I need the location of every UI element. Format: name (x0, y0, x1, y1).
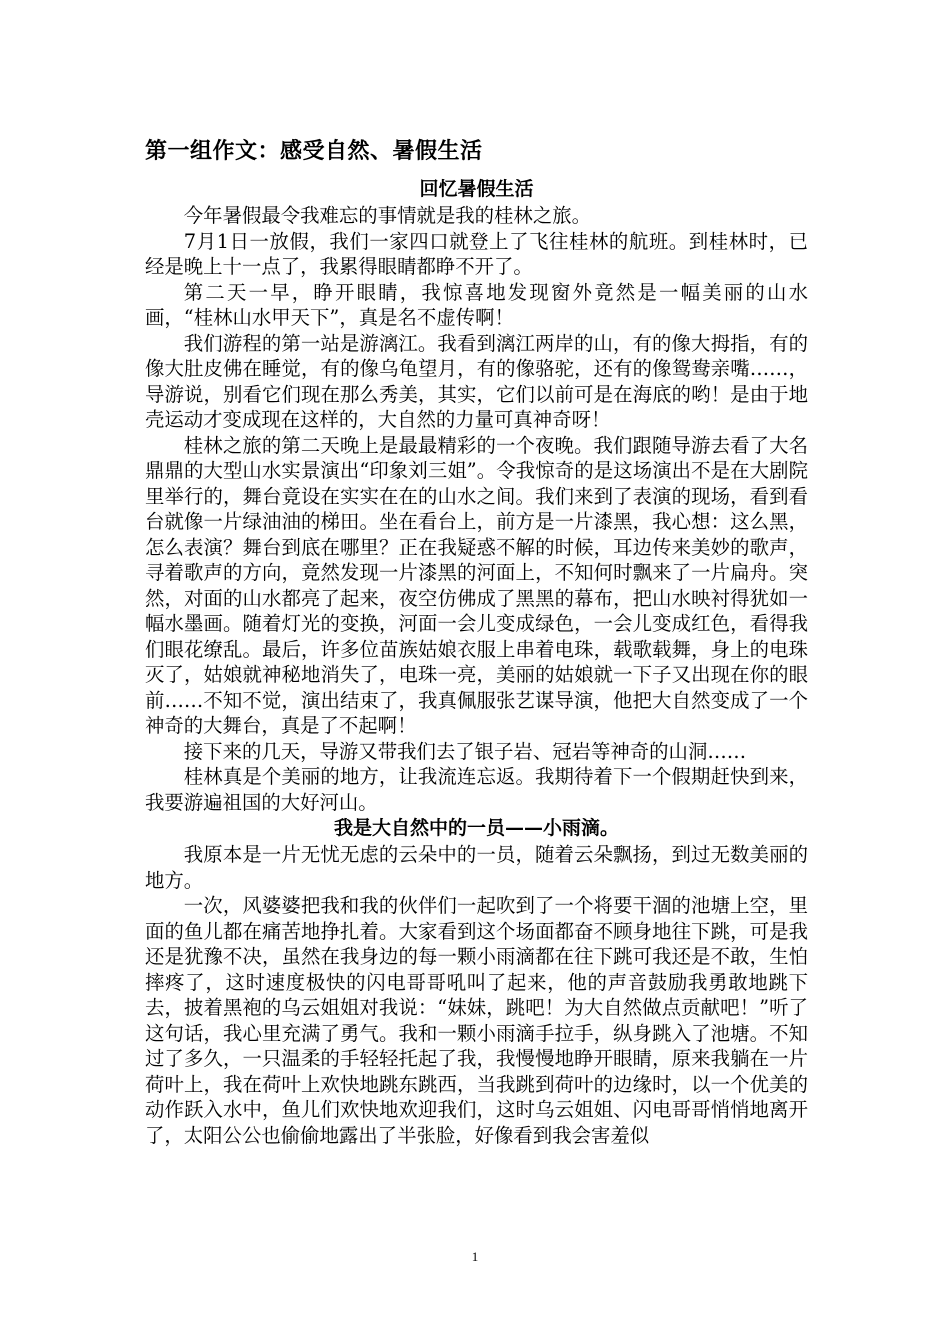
paragraph: 接下来的几天，导游又带我们去了银子岩、冠岩等神奇的山洞…… (183, 739, 747, 763)
paragraph: 桂林真是个美丽的地方，让我流连忘返。我期待着下一个假期赶快到来，我要游遍祖国的大好河山。 (145, 765, 808, 814)
paragraph: 我们游程的第一站是游漓江。我看到漓江两岸的山，有的像大拇指，有的像大肚皮佛在睡觉，有的像乌龟望月，有的像骆驼，还有的像鸳鸯亲嘴……，导游说，别看它们现在那么秀美，其实，它们以前可是在海底的哟！是由于地壳运动才变成现在这样的，大自然的力量可真神奇呀！ (145, 331, 808, 431)
paragraph: 我原本是一片无忧无虑的云朵中的一员，随着云朵飘扬，到过无数美丽的地方。 (145, 843, 808, 892)
paragraph: 桂林之旅的第二天晚上是最最精彩的一个夜晚。我们跟随导游去看了大名鼎鼎的大型山水实景演出“印象刘三姐”。令我惊奇的是这场演出不是在大剧院里举行的，舞台竟设在实实在在的山水之间。我们来到了表演的现场，看到看台就像一片绿油油的梯田。坐在看台上，前方是一片漆黑，我心想：这么黑，怎么表演？舞台到底在哪里？正在我疑惑不解的时候，耳边传来美妙的歌声，寻着歌声的方向，竟然发现一片漆黑的河面上，不知何时飘来了一片扁舟。突然，对面的山水都亮了起来，夜空仿佛成了黑黑的幕布，把山水映衬得犹如一幅水墨画。随着灯光的变换，河面一会儿变成绿色，一会儿变成红色，看得我们眼花缭乱。最后，许多位苗族姑娘衣服上串着电珠，载歌载舞，身上的电珠灭了，姑娘就神秘地消失了，电珠一亮，美丽的姑娘就一下子又出现在你的眼前……不知不觉，演出结束了，我真佩服张艺谋导演，他把大自然变成了一个神奇的大舞台，真是了不起啊！ (145, 433, 808, 737)
essay-body (145, 176, 808, 1148)
essay-title: 我是大自然中的一员——小雨滴。 (333, 817, 619, 839)
essay-title: 回忆暑假生活 (419, 178, 534, 200)
section-title: 第一组作文：感受自然、暑假生活 (145, 138, 483, 164)
paragraph: 第二天一早，睁开眼睛，我惊喜地发现窗外竟然是一幅美丽的山水画，“桂林山水甲天下”，真是名不虚传啊！ (145, 280, 808, 329)
page-number: 1 (471, 1249, 479, 1264)
paragraph: 今年暑假最令我难忘的事情就是我的桂林之旅。 (183, 204, 591, 227)
paragraph: 一次，风婆婆把我和我的伙伴们一起吹到了一个将要干涸的池塘上空，里面的鱼儿都在痛苦地挣扎着。大家看到这个场面都奋不顾身地往下跳，可是我还是犹豫不决，虽然在我身边的每一颗小雨滴都在往下跳可我还是不敢，生怕摔疼了，这时速度极快的闪电哥哥吼叫了起来，他的声音鼓励我勇敢地跳下去，披着黑袍的乌云姐姐对我说：“妹妹，跳吧！为大自然做点贡献吧！”听了这句话，我心里充满了勇气。我和一颗小雨滴手拉手，纵身跳入了池塘。不知过了多久，一只温柔的手轻轻托起了我，我慢慢地睁开眼睛，原来我躺在一片荷叶上，我在荷叶上欢快地跳东跳西，当我跳到荷叶的边缘时，以一个优美的动作跃入水中，鱼儿们欢快地欢迎我们，这时乌云姐姐、闪电哥哥悄悄地离开了，太阳公公也偷偷地露出了半张脸，好像看到我会害羞似 (145, 894, 808, 1147)
paragraph: 7月1日一放假，我们一家四口就登上了飞往桂林的航班。到桂林时，已经是晚上十一点了，我累得眼睛都睁不开了。 (145, 229, 808, 278)
